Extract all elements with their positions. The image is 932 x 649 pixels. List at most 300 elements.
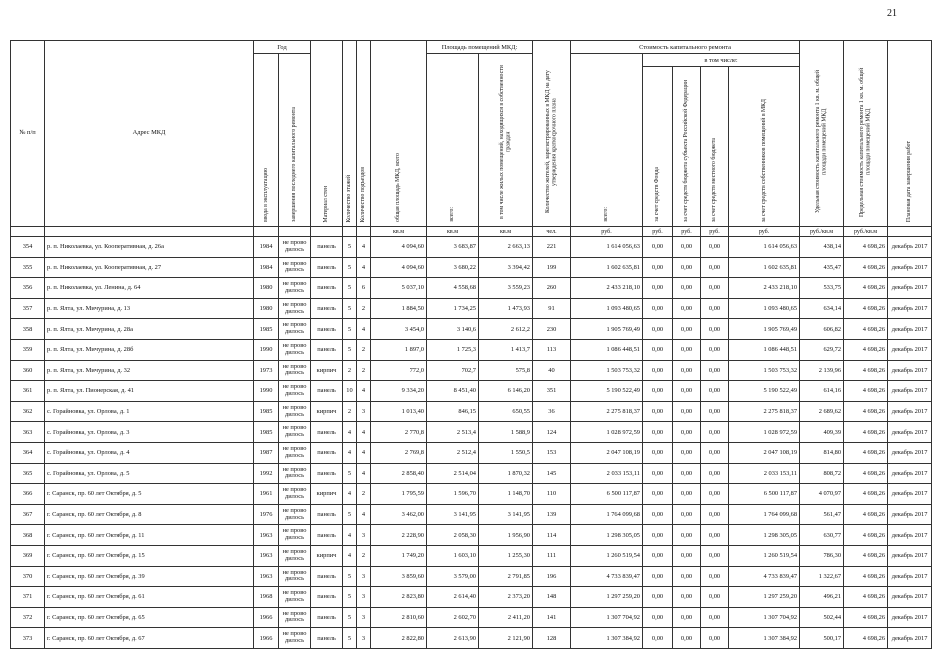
cell-residential-area: 3 394,42 (479, 257, 533, 278)
cell-total-area: 4 094,60 (371, 237, 427, 258)
cell-unit-cost: 438,14 (800, 237, 844, 258)
cell-cost-owners: 4 733 839,47 (729, 566, 800, 587)
cell-limit-cost: 4 698,26 (844, 628, 888, 649)
cell-entrances: 3 (357, 607, 371, 628)
cell-cost-total: 1 602 635,81 (571, 257, 643, 278)
table-row (11, 319, 932, 340)
cell-limit-cost: 4 698,26 (844, 360, 888, 381)
cell-cost-owners: 1 028 972,59 (729, 422, 800, 443)
cell-cost-total: 1 260 519,54 (571, 545, 643, 566)
header-area-residential: в том числе жилых помещений, находящихся в собственности граждан (479, 54, 533, 227)
cell-row-number: 372 (11, 607, 45, 628)
cell-wall-material: панель (311, 587, 343, 608)
cell-residential-area: 1 255,30 (479, 545, 533, 566)
cell-residential-area: 1 473,93 (479, 298, 533, 319)
cell-cost-total: 1 614 056,63 (571, 237, 643, 258)
cell-total-area: 1 884,50 (371, 298, 427, 319)
cell-planned-date: декабрь 2017 (888, 278, 932, 299)
cell-total-area: 3 462,00 (371, 504, 427, 525)
cell-cost-owners: 1 602 635,81 (729, 257, 800, 278)
cell-row-number: 365 (11, 463, 45, 484)
cell-limit-cost: 4 698,26 (844, 298, 888, 319)
cell-residents: 36 (533, 401, 571, 422)
cell-cost-federal: 0,00 (673, 237, 701, 258)
cell-residential-area: 6 146,20 (479, 381, 533, 402)
cell-cost-fund: 0,00 (643, 545, 673, 566)
cell-cost-owners: 5 190 522,49 (729, 381, 800, 402)
cell-year-repair: не прово дилось (279, 278, 311, 299)
cell-wall-material: панель (311, 237, 343, 258)
cell-year-repair: не прово дилось (279, 381, 311, 402)
cell-address: с. Горайновка, ул. Орлова, д. 5 (45, 463, 254, 484)
cell-cost-fund: 0,00 (643, 566, 673, 587)
cell-cost-local: 0,00 (701, 566, 729, 587)
cell-area: 3 683,87 (427, 237, 479, 258)
cell-limit-cost: 4 698,26 (844, 463, 888, 484)
cell-planned-date: декабрь 2017 (888, 257, 932, 278)
cell-cost-local: 0,00 (701, 422, 729, 443)
table-row (11, 566, 932, 587)
unit-cell: руб. (673, 227, 701, 237)
cell-address: р. п. Ялта, ул. Пионерская, д. 41 (45, 381, 254, 402)
cell-row-number: 371 (11, 587, 45, 608)
header-entrances: Количество подъездов (357, 41, 371, 227)
cell-address: г. Саранск, пр. 60 лет Октября, д. 5 (45, 484, 254, 505)
cell-residents: 114 (533, 525, 571, 546)
cell-total-area: 1 749,20 (371, 545, 427, 566)
cell-year-repair: не прово дилось (279, 628, 311, 649)
cell-address: с. Горайновка, ул. Орлова, д. 3 (45, 422, 254, 443)
cell-cost-total: 1 307 384,92 (571, 628, 643, 649)
cell-planned-date: декабрь 2017 (888, 566, 932, 587)
cell-residential-area: 2 612,2 (479, 319, 533, 340)
cell-residents: 128 (533, 628, 571, 649)
cell-planned-date: декабрь 2017 (888, 504, 932, 525)
cell-year-repair: не прово дилось (279, 360, 311, 381)
cell-entrances: 3 (357, 628, 371, 649)
unit-cell: кв.м (371, 227, 427, 237)
cell-year-built: 1990 (254, 339, 279, 360)
header-wall-material: Материал стен (311, 41, 343, 227)
cell-cost-total: 2 033 153,11 (571, 463, 643, 484)
cell-row-number: 368 (11, 525, 45, 546)
cell-wall-material: кирпич (311, 360, 343, 381)
unit-cell: руб. (571, 227, 643, 237)
table-row (11, 484, 932, 505)
cell-residential-area: 2 373,20 (479, 587, 533, 608)
cell-residential-area: 3 141,95 (479, 504, 533, 525)
cell-year-repair: не прово дилось (279, 319, 311, 340)
cell-cost-local: 0,00 (701, 504, 729, 525)
cell-limit-cost: 4 698,26 (844, 545, 888, 566)
cell-limit-cost: 4 698,26 (844, 525, 888, 546)
cell-entrances: 6 (357, 278, 371, 299)
cell-entrances: 3 (357, 525, 371, 546)
cell-total-area: 772,0 (371, 360, 427, 381)
cell-cost-total: 1 028 972,59 (571, 422, 643, 443)
cell-cost-fund: 0,00 (643, 628, 673, 649)
cell-cost-owners: 1 905 769,49 (729, 319, 800, 340)
cell-cost-owners: 1 260 519,54 (729, 545, 800, 566)
cell-address: г. Саранск, пр. 60 лет Октября, д. 61 (45, 587, 254, 608)
cell-total-area: 2 858,40 (371, 463, 427, 484)
unit-cell: руб. (643, 227, 673, 237)
cell-row-number: 360 (11, 360, 45, 381)
cell-cost-fund: 0,00 (643, 360, 673, 381)
cell-wall-material: панель (311, 442, 343, 463)
cell-cost-federal: 0,00 (673, 381, 701, 402)
cell-row-number: 363 (11, 422, 45, 443)
cell-cost-fund: 0,00 (643, 525, 673, 546)
cell-entrances: 4 (357, 257, 371, 278)
cell-cost-total: 1 093 480,65 (571, 298, 643, 319)
unit-cell: руб./кв.м (800, 227, 844, 237)
cell-unit-cost: 4 070,97 (800, 484, 844, 505)
cell-floors: 4 (343, 484, 357, 505)
cell-year-built: 1963 (254, 525, 279, 546)
cell-cost-total: 5 190 522,49 (571, 381, 643, 402)
cell-area: 1 734,25 (427, 298, 479, 319)
cell-residential-area: 1 588,9 (479, 422, 533, 443)
cell-cost-federal: 0,00 (673, 257, 701, 278)
cell-cost-owners: 6 500 117,87 (729, 484, 800, 505)
cell-entrances: 4 (357, 504, 371, 525)
cell-cost-local: 0,00 (701, 401, 729, 422)
cell-total-area: 2 228,90 (371, 525, 427, 546)
cell-entrances: 2 (357, 484, 371, 505)
cell-unit-cost: 814,80 (800, 442, 844, 463)
cell-area: 2 613,90 (427, 628, 479, 649)
cell-area: 1 725,3 (427, 339, 479, 360)
table-row (11, 607, 932, 628)
cell-wall-material: панель (311, 504, 343, 525)
cell-cost-owners: 2 433 218,10 (729, 278, 800, 299)
cell-wall-material: панель (311, 525, 343, 546)
cell-area: 1 596,70 (427, 484, 479, 505)
header-unit-cost: Удельная стоимость капитального ремонта 1 кв. м. общей площади помещений МКД (800, 41, 844, 227)
cell-area: 1 603,10 (427, 545, 479, 566)
cell-floors: 4 (343, 422, 357, 443)
table-row (11, 525, 932, 546)
cell-limit-cost: 4 698,26 (844, 607, 888, 628)
cell-limit-cost: 4 698,26 (844, 484, 888, 505)
cell-row-number: 364 (11, 442, 45, 463)
table-row (11, 257, 932, 278)
cell-year-repair: не прово дилось (279, 237, 311, 258)
cell-area: 3 141,95 (427, 504, 479, 525)
cell-floors: 5 (343, 339, 357, 360)
cell-cost-fund: 0,00 (643, 401, 673, 422)
cell-limit-cost: 4 698,26 (844, 566, 888, 587)
cell-cost-federal: 0,00 (673, 339, 701, 360)
header-residents: Количество жителей, зарегистрированных в МКД на дату утверждения краткосрочного плана (533, 41, 571, 227)
cell-residential-area: 1 956,90 (479, 525, 533, 546)
cell-cost-fund: 0,00 (643, 237, 673, 258)
cell-residential-area: 1 148,70 (479, 484, 533, 505)
cell-cost-fund: 0,00 (643, 442, 673, 463)
cell-address: р. п. Николаевка, ул. Ленина, д. 64 (45, 278, 254, 299)
cell-wall-material: панель (311, 381, 343, 402)
cell-cost-owners: 2 275 818,37 (729, 401, 800, 422)
cell-address: с. Горайновка, ул. Орлова, д. 4 (45, 442, 254, 463)
cell-wall-material: панель (311, 628, 343, 649)
cell-area: 2 614,40 (427, 587, 479, 608)
header-cost-group: Стоимость капитального ремонта (571, 41, 800, 54)
cell-wall-material: панель (311, 257, 343, 278)
cell-entrances: 3 (357, 566, 371, 587)
cell-floors: 5 (343, 607, 357, 628)
cell-planned-date: декабрь 2017 (888, 401, 932, 422)
cell-area: 3 680,22 (427, 257, 479, 278)
cell-cost-federal: 0,00 (673, 628, 701, 649)
cell-cost-local: 0,00 (701, 360, 729, 381)
cell-cost-local: 0,00 (701, 628, 729, 649)
cell-limit-cost: 4 698,26 (844, 504, 888, 525)
cell-cost-federal: 0,00 (673, 607, 701, 628)
header-cost-total: всего: (571, 54, 643, 227)
cell-floors: 5 (343, 237, 357, 258)
cell-total-area: 4 094,60 (371, 257, 427, 278)
cell-cost-local: 0,00 (701, 463, 729, 484)
cell-floors: 5 (343, 566, 357, 587)
header-year-group: Год (254, 41, 311, 54)
cell-residents: 196 (533, 566, 571, 587)
cell-address: р. п. Николаевка, ул. Кооперативная, д. 27 (45, 257, 254, 278)
cell-entrances: 4 (357, 319, 371, 340)
cell-cost-owners: 1 307 384,92 (729, 628, 800, 649)
cell-floors: 5 (343, 278, 357, 299)
cell-area: 2 513,4 (427, 422, 479, 443)
cell-area: 2 512,4 (427, 442, 479, 463)
cell-unit-cost: 561,47 (800, 504, 844, 525)
header-cost-fund: за счет средств Фонда (643, 67, 673, 227)
cell-entrances: 4 (357, 237, 371, 258)
cell-address: р. п. Николаевка, ул. Кооперативная, д. 26а (45, 237, 254, 258)
table-body (11, 237, 932, 649)
cell-entrances: 4 (357, 442, 371, 463)
table-row (11, 237, 932, 258)
cell-unit-cost: 533,75 (800, 278, 844, 299)
cell-residents: 145 (533, 463, 571, 484)
cell-cost-owners: 2 047 108,19 (729, 442, 800, 463)
cell-year-repair: не прово дилось (279, 525, 311, 546)
repair-register-table (10, 40, 932, 649)
cell-entrances: 2 (357, 339, 371, 360)
cell-floors: 5 (343, 319, 357, 340)
cell-row-number: 373 (11, 628, 45, 649)
cell-residents: 199 (533, 257, 571, 278)
cell-unit-cost: 500,17 (800, 628, 844, 649)
cell-address: р. п. Ялта, ул. Мичурина, д. 28б (45, 339, 254, 360)
header-area-group: Площадь помещений МКД: (427, 41, 533, 54)
header-cost-owners: за счет средств собственников помещений в МКД (729, 67, 800, 227)
cell-year-built: 1990 (254, 381, 279, 402)
cell-planned-date: декабрь 2017 (888, 545, 932, 566)
cell-year-built: 1985 (254, 422, 279, 443)
cell-cost-total: 1 503 753,32 (571, 360, 643, 381)
cell-row-number: 355 (11, 257, 45, 278)
table-row (11, 628, 932, 649)
cell-cost-owners: 1 298 305,05 (729, 525, 800, 546)
cell-cost-federal: 0,00 (673, 401, 701, 422)
cell-floors: 10 (343, 381, 357, 402)
cell-entrances: 2 (357, 298, 371, 319)
cell-unit-cost: 614,16 (800, 381, 844, 402)
cell-cost-fund: 0,00 (643, 587, 673, 608)
cell-year-repair: не прово дилось (279, 442, 311, 463)
cell-row-number: 359 (11, 339, 45, 360)
cell-cost-total: 1 086 448,51 (571, 339, 643, 360)
cell-year-built: 1980 (254, 298, 279, 319)
table-row (11, 587, 932, 608)
cell-cost-federal: 0,00 (673, 442, 701, 463)
cell-wall-material: кирпич (311, 545, 343, 566)
cell-year-built: 1961 (254, 484, 279, 505)
cell-area: 2 514,04 (427, 463, 479, 484)
table-row (11, 298, 932, 319)
cell-wall-material: панель (311, 298, 343, 319)
cell-cost-owners: 1 614 056,63 (729, 237, 800, 258)
units-row (11, 227, 932, 237)
cell-total-area: 5 037,10 (371, 278, 427, 299)
cell-planned-date: декабрь 2017 (888, 298, 932, 319)
header-row-1 (11, 41, 932, 54)
cell-cost-fund: 0,00 (643, 463, 673, 484)
cell-cost-owners: 1 503 753,32 (729, 360, 800, 381)
cell-unit-cost: 629,72 (800, 339, 844, 360)
cell-unit-cost: 808,72 (800, 463, 844, 484)
cell-address: г. Саранск, пр. 60 лет Октября, д. 8 (45, 504, 254, 525)
cell-planned-date: декабрь 2017 (888, 484, 932, 505)
cell-floors: 4 (343, 545, 357, 566)
cell-year-built: 1966 (254, 607, 279, 628)
cell-total-area: 2 769,8 (371, 442, 427, 463)
cell-cost-total: 1 298 305,05 (571, 525, 643, 546)
cell-cost-federal: 0,00 (673, 278, 701, 299)
cell-cost-total: 1 307 704,92 (571, 607, 643, 628)
table-row (11, 463, 932, 484)
cell-wall-material: панель (311, 278, 343, 299)
cell-residential-area: 1 413,7 (479, 339, 533, 360)
header-year-built: ввода в эксплуатацию (254, 54, 279, 227)
cell-residents: 139 (533, 504, 571, 525)
cell-planned-date: декабрь 2017 (888, 319, 932, 340)
cell-entrances: 3 (357, 587, 371, 608)
cell-cost-owners: 1 297 259,20 (729, 587, 800, 608)
cell-year-built: 1980 (254, 278, 279, 299)
cell-cost-fund: 0,00 (643, 484, 673, 505)
cell-cost-federal: 0,00 (673, 360, 701, 381)
cell-cost-local: 0,00 (701, 237, 729, 258)
cell-year-built: 1984 (254, 237, 279, 258)
cell-unit-cost: 634,14 (800, 298, 844, 319)
cell-cost-fund: 0,00 (643, 319, 673, 340)
cell-unit-cost: 435,47 (800, 257, 844, 278)
cell-total-area: 2 823,80 (371, 587, 427, 608)
cell-wall-material: панель (311, 422, 343, 443)
cell-residents: 230 (533, 319, 571, 340)
header-floors: Количество этажей (343, 41, 357, 227)
cell-wall-material: кирпич (311, 401, 343, 422)
cell-year-built: 1963 (254, 545, 279, 566)
cell-total-area: 2 770,8 (371, 422, 427, 443)
table-row (11, 545, 932, 566)
cell-residents: 148 (533, 587, 571, 608)
cell-floors: 5 (343, 463, 357, 484)
cell-wall-material: панель (311, 463, 343, 484)
cell-cost-federal: 0,00 (673, 504, 701, 525)
cell-cost-local: 0,00 (701, 484, 729, 505)
cell-address: с. Горайновка, ул. Орлова, д. 1 (45, 401, 254, 422)
cell-unit-cost: 630,77 (800, 525, 844, 546)
cell-year-built: 1985 (254, 319, 279, 340)
cell-cost-total: 2 275 818,37 (571, 401, 643, 422)
cell-cost-fund: 0,00 (643, 339, 673, 360)
cell-total-area: 1 795,59 (371, 484, 427, 505)
cell-cost-federal: 0,00 (673, 484, 701, 505)
cell-planned-date: декабрь 2017 (888, 360, 932, 381)
cell-cost-local: 0,00 (701, 525, 729, 546)
header-cost-local: за счет средств местного бюджета (701, 67, 729, 227)
header-num: № п/п (11, 41, 45, 227)
cell-cost-fund: 0,00 (643, 504, 673, 525)
cell-residential-area: 575,8 (479, 360, 533, 381)
cell-residents: 141 (533, 607, 571, 628)
cell-address: г. Саранск, пр. 60 лет Октября, д. 67 (45, 628, 254, 649)
cell-year-repair: не прово дилось (279, 504, 311, 525)
header-area-all: всего: (427, 54, 479, 227)
cell-floors: 5 (343, 628, 357, 649)
table-row (11, 360, 932, 381)
cell-residents: 113 (533, 339, 571, 360)
table-row (11, 278, 932, 299)
cell-row-number: 367 (11, 504, 45, 525)
cell-planned-date: декабрь 2017 (888, 442, 932, 463)
cell-planned-date: декабрь 2017 (888, 339, 932, 360)
header-incl: в том числе: (643, 54, 800, 67)
cell-planned-date: декабрь 2017 (888, 463, 932, 484)
cell-planned-date: декабрь 2017 (888, 628, 932, 649)
cell-address: г. Саранск, пр. 60 лет Октября, д. 65 (45, 607, 254, 628)
cell-residents: 153 (533, 442, 571, 463)
cell-cost-federal: 0,00 (673, 545, 701, 566)
cell-cost-total: 1 764 099,68 (571, 504, 643, 525)
cell-total-area: 2 810,60 (371, 607, 427, 628)
cell-cost-local: 0,00 (701, 278, 729, 299)
cell-cost-owners: 1 086 448,51 (729, 339, 800, 360)
header-limit-cost: Предельная стоимость капитального ремонта 1 кв. м. общей площади помещений МКД (844, 41, 888, 227)
cell-cost-federal: 0,00 (673, 587, 701, 608)
table-row (11, 401, 932, 422)
cell-year-repair: не прово дилось (279, 545, 311, 566)
cell-residential-area: 2 663,13 (479, 237, 533, 258)
cell-cost-local: 0,00 (701, 298, 729, 319)
cell-residents: 221 (533, 237, 571, 258)
cell-cost-total: 2 047 108,19 (571, 442, 643, 463)
cell-floors: 5 (343, 587, 357, 608)
cell-residential-area: 2 411,20 (479, 607, 533, 628)
cell-cost-fund: 0,00 (643, 422, 673, 443)
cell-year-repair: не прово дилось (279, 257, 311, 278)
cell-address: р. п. Ялта, ул. Мичурина, д. 13 (45, 298, 254, 319)
cell-planned-date: декабрь 2017 (888, 422, 932, 443)
cell-residents: 40 (533, 360, 571, 381)
cell-cost-owners: 1 307 704,92 (729, 607, 800, 628)
cell-planned-date: декабрь 2017 (888, 237, 932, 258)
cell-row-number: 362 (11, 401, 45, 422)
cell-cost-owners: 2 033 153,11 (729, 463, 800, 484)
cell-limit-cost: 4 698,26 (844, 442, 888, 463)
